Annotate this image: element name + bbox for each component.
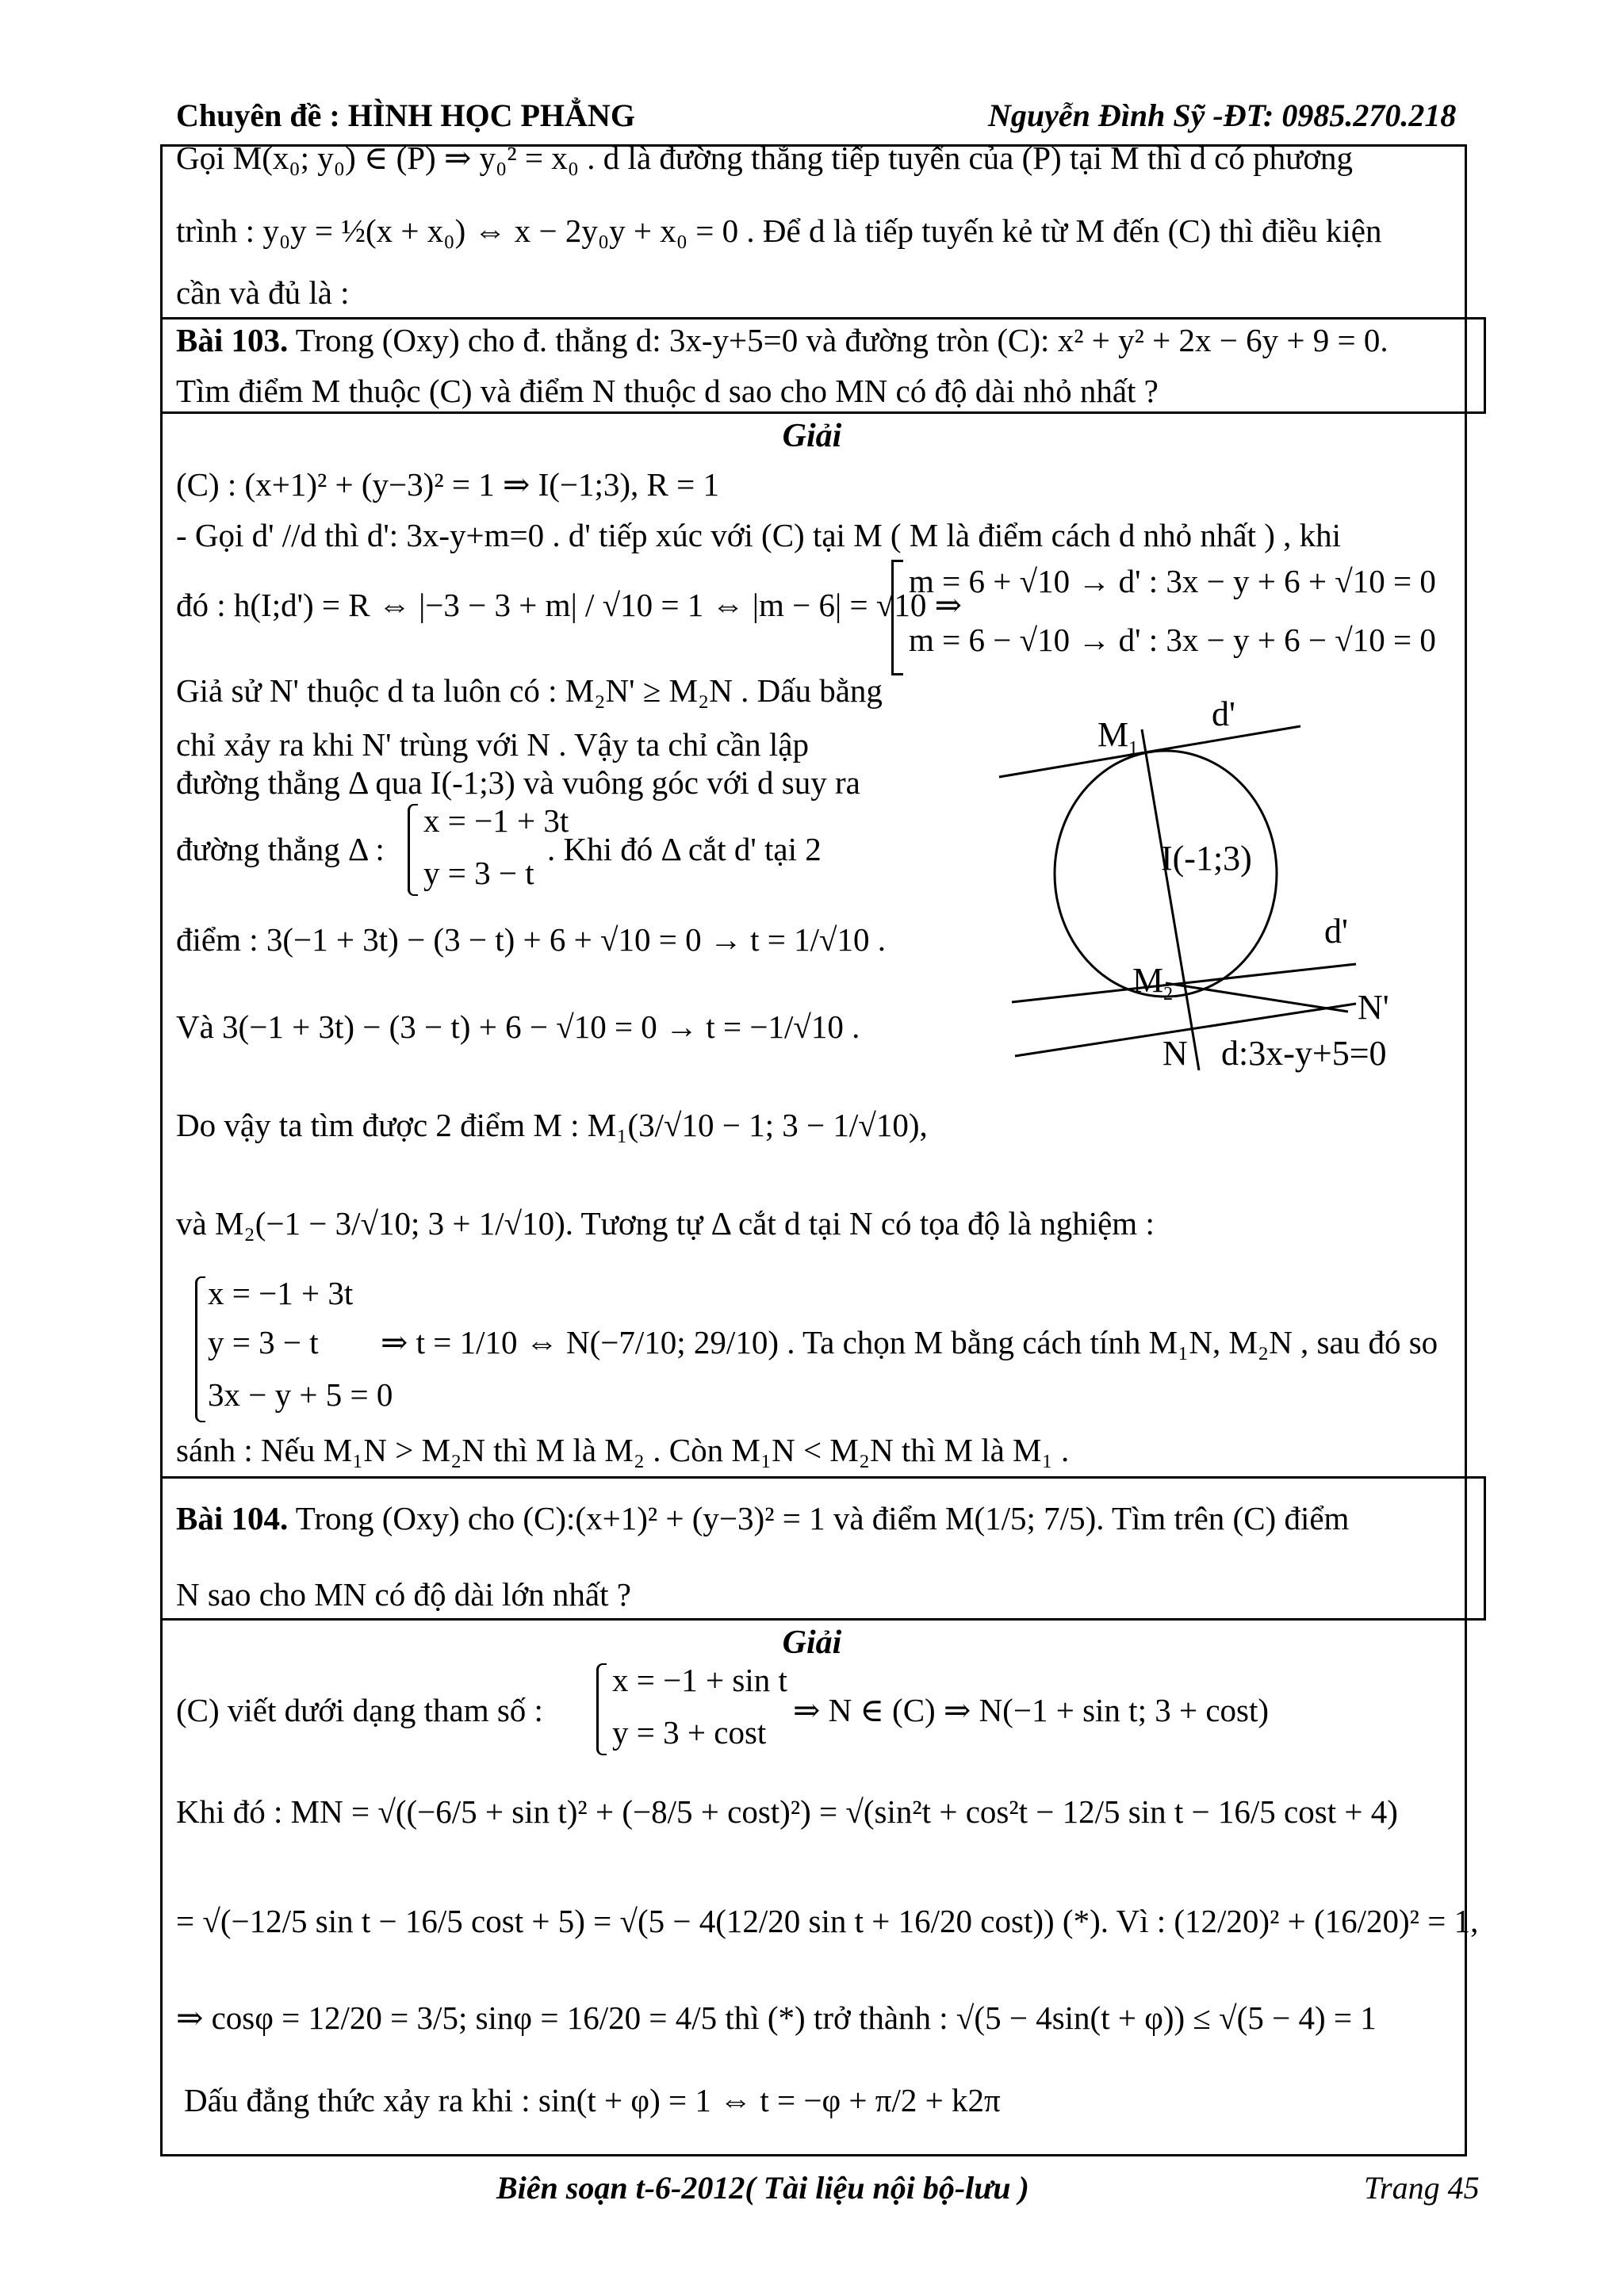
figure-label-n: N: [1162, 1034, 1188, 1073]
sol103-line-3b: m = 6 + √10 → d' : 3x − y + 6 + √10 = 0: [909, 563, 1436, 599]
sol104-line-4: ⇒ cosφ = 12/20 = 3/5; sinφ = 16/20 = 4/5 thì (*) trở thành : √(5 − 4sin(t + φ)) ≤ √(5 − 4) = 1: [176, 1999, 1377, 2036]
figure-label-dprime-top: d': [1212, 695, 1235, 733]
figure-label-d: d:3x-y+5=0: [1221, 1034, 1387, 1073]
figure-label-m2: [1132, 961, 1173, 1005]
solution-heading-104: Giải: [782, 1624, 842, 1661]
sol103-line-2: - Gọi d' //d thì d': 3x-y+m=0 . d' tiếp xúc với (C) tại M ( M là điểm cách d nhỏ nhất ) , khi: [176, 517, 1342, 553]
sol103-line-7d: . Khi đó Δ cắt d' tại 2: [547, 831, 822, 867]
sol103-line-12: ⇒ t = 1/10 ⇔ N(−7/10; 29/10) . Ta chọn M bằng cách tính M₁N, M₂N , sau đó so: [381, 1324, 1438, 1360]
intro-line-3: cần và đủ là :: [176, 274, 350, 311]
figure-label-i: I(-1;3): [1161, 839, 1252, 878]
figure-label-m2-sub: 2: [1163, 983, 1174, 1004]
figure-label-m1: [1097, 715, 1138, 760]
sol103-line-7a: đường thẳng Δ :: [176, 831, 385, 867]
sol104-line-1b: x = −1 + sin t: [612, 1662, 787, 1698]
sol104-brace: [596, 1663, 607, 1755]
intro-line-1: Gọi M(x₀; y₀) ∈ (P) ⇒ y₀² = x₀ . d là đường thẳng tiếp tuyến của (P) tại M thì d có phương: [176, 140, 1354, 176]
sol103-brace-2: [195, 1276, 205, 1422]
figure-label-m2-text: M: [1132, 961, 1164, 1000]
figure-label-m1-text: M: [1097, 715, 1129, 754]
exercise-104-title: Bài 104.: [176, 1500, 289, 1536]
sol103-line-7b: x = −1 + 3t: [423, 802, 569, 839]
figure-label-dprime-bottom: d': [1324, 912, 1348, 951]
figure-label-nprime: N': [1358, 988, 1389, 1027]
page-number: Trang 45: [1364, 2170, 1480, 2206]
exercise-103-line-2: Tìm điểm M thuộc (C) và điểm N thuộc d sao cho MN có độ dài nhỏ nhất ?: [176, 373, 1159, 409]
sol103-line-3c: m = 6 − √10 → d' : 3x − y + 6 − √10 = 0: [909, 622, 1436, 658]
sol103-line-3a: đó : h(I;d') = R ⇔ |−3 − 3 + m| / √10 = 1 ⇔ |m − 6| = √10 ⇒: [176, 587, 962, 623]
sol103-line-10: Do vậy ta tìm được 2 điểm M : M₁(3/√10 − 1; 3 − 1/√10),: [176, 1107, 928, 1143]
tangent-line-bottom: [1012, 964, 1356, 1002]
exercise-103-line-1: [176, 322, 1388, 359]
intro-line-2: trình : y₀y = ½(x + x₀) ⇔ x − 2y₀y + x₀ = 0 . Để d là tiếp tuyến kẻ từ M đến (C) thì điều kiện: [176, 212, 1382, 249]
sol103-line-11: và M₂(−1 − 3/√10; 3 + 1/√10). Tương tự Δ cắt d tại N có tọa độ là nghiệm :: [176, 1205, 1155, 1242]
exercise-104-text-1: Trong (Oxy) cho (C):(x+1)² + (y−3)² = 1 và điểm M(1/5; 7/5). Tìm trên (C) điểm: [288, 1500, 1350, 1536]
sol103-line-7c: y = 3 − t: [423, 855, 534, 891]
header-left: Chuyên đề : HÌNH HỌC PHẲNG: [176, 98, 635, 133]
perpendicular-line: [1142, 729, 1199, 1070]
figure-label-m1-sub: 1: [1128, 737, 1139, 759]
sol103-bracket: [891, 560, 903, 675]
sol103-line-9: Và 3(−1 + 3t) − (3 − t) + 6 − √10 = 0 → t = −1/√10 .: [176, 1008, 860, 1045]
sol104-line-3: = √(−12/5 sin t − 16/5 cost + 5) = √(5 − 4(12/20 sin t + 16/20 cost)) (*). Vì : (12/20)² + (16/20)² = 1,: [176, 1903, 1479, 1939]
solution-heading-103: Giải: [782, 418, 842, 454]
sol103-system-3: 3x − y + 5 = 0: [208, 1376, 393, 1413]
sol103-system-1: x = −1 + 3t: [208, 1275, 354, 1311]
sol103-system-2: y = 3 − t: [208, 1324, 319, 1360]
exercise-104-line-2: N sao cho MN có độ dài lớn nhất ?: [176, 1576, 631, 1613]
sol103-line-4: Giả sử N' thuộc d ta luôn có : M₂N' ≥ M₂N . Dấu bằng: [176, 672, 883, 709]
sol104-line-1d: ⇒ N ∈ (C) ⇒ N(−1 + sin t; 3 + cost): [793, 1692, 1270, 1728]
header-right: Nguyễn Đình Sỹ -ĐT: 0985.270.218: [988, 98, 1457, 133]
sol104-line-1c: y = 3 + cost: [612, 1714, 767, 1751]
sol104-line-1a: (C) viết dưới dạng tham số :: [176, 1692, 543, 1728]
sol103-line-13: sánh : Nếu M₁N > M₂N thì M là M₂ . Còn M₁N < M₂N thì M là M₁ .: [176, 1432, 1070, 1468]
sol103-line-8: điểm : 3(−1 + 3t) − (3 − t) + 6 + √10 = 0 → t = 1/√10 .: [176, 921, 887, 958]
exercise-104-line-1: [176, 1500, 1349, 1537]
exercise-103-text-1: Trong (Oxy) cho đ. thẳng d: 3x-y+5=0 và đường tròn (C): x² + y² + 2x − 6y + 9 = 0.: [288, 322, 1388, 358]
exercise-103-title: Bài 103.: [176, 322, 289, 358]
sol104-line-5: Dấu đẳng thức xảy ra khi : sin(t + φ) = 1 ⇔ t = −φ + π/2 + k2π: [184, 2082, 1001, 2118]
sol103-brace-1: [408, 804, 418, 896]
segment-m2-nprime: [1166, 983, 1348, 1012]
sol103-line-1: (C) : (x+1)² + (y−3)² = 1 ⇒ I(−1;3), R = 1: [176, 466, 720, 503]
sol103-line-6: đường thẳng Δ qua I(-1;3) và vuông góc với d suy ra: [176, 764, 860, 801]
sol104-line-2: Khi đó : MN = √((−6/5 + sin t)² + (−8/5 + cost)²) = √(sin²t + cos²t − 12/5 sin t − 16/5 cost + 4): [176, 1793, 1398, 1830]
footer-text: Biên soạn t-6-2012( Tài liệu nội bộ-lưu ): [496, 2170, 1029, 2206]
sol103-line-5: chỉ xảy ra khi N' trùng với N . Vậy ta chỉ cần lập: [176, 726, 809, 763]
